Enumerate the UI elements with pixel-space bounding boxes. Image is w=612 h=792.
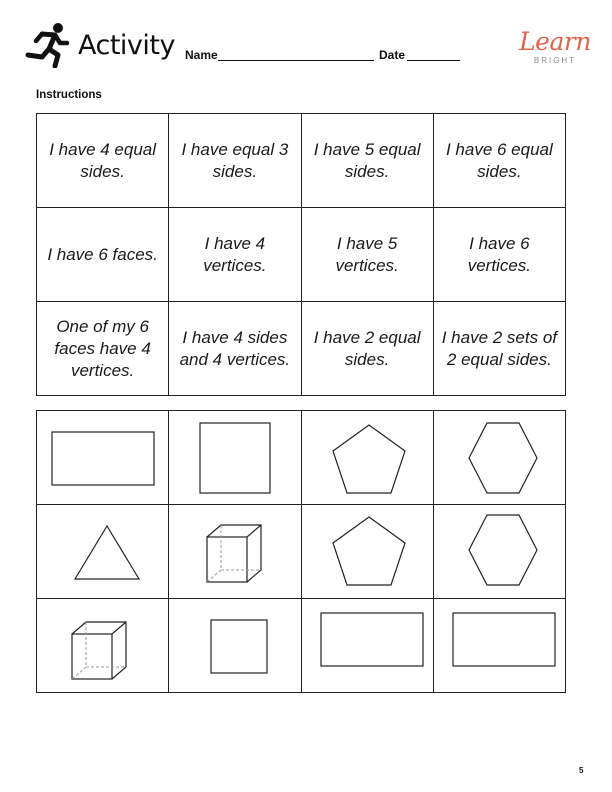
table-row	[37, 599, 566, 693]
clue-card-grid	[36, 113, 566, 396]
hexagon-shape	[439, 418, 559, 498]
shape-card	[169, 599, 301, 693]
page-number: 5	[579, 766, 584, 775]
rectangle-shape	[439, 606, 559, 686]
shape-card	[301, 505, 433, 599]
clue-card: I have 6 faces.	[37, 208, 169, 302]
pentagon-shape	[307, 512, 427, 592]
clue-card: I have 5 equal sides.	[301, 114, 433, 208]
logo-word: Learn	[519, 27, 591, 56]
shape-card	[37, 599, 169, 693]
table-row	[37, 302, 566, 396]
table-row	[37, 411, 566, 505]
square-shape	[175, 606, 295, 686]
table-row	[37, 505, 566, 599]
hexagon-shape	[439, 512, 559, 592]
shape-card	[169, 505, 301, 599]
shape-card	[37, 411, 169, 505]
clue-card: I have 4 equal sides.	[37, 114, 169, 208]
table-row	[37, 114, 566, 208]
page-title: Activity	[78, 30, 175, 61]
triangle-shape	[43, 512, 163, 592]
page-header	[0, 0, 612, 80]
instructions-heading: Instructions	[36, 89, 102, 101]
cube-shape	[175, 512, 295, 592]
square-shape	[175, 418, 295, 498]
shape-card	[433, 599, 565, 693]
shape-card	[433, 505, 565, 599]
clue-card: I have 6 equal sides.	[433, 114, 565, 208]
name-label: Name	[185, 48, 218, 62]
clue-card: I have 2 sets of 2 equal sides.	[433, 302, 565, 396]
date-label: Date	[379, 48, 406, 62]
shape-card-grid	[36, 410, 566, 693]
logo-subtitle: BRIGHT	[533, 56, 577, 65]
shape-card	[433, 411, 565, 505]
name-field[interactable]	[218, 60, 374, 61]
shape-card	[301, 411, 433, 505]
clue-card: I have 5 vertices.	[301, 208, 433, 302]
clue-card: I have equal 3 sides.	[169, 114, 301, 208]
clue-card: I have 2 equal sides.	[301, 302, 433, 396]
clue-card: I have 4 vertices.	[169, 208, 301, 302]
clue-card: I have 4 sides and 4 vertices.	[169, 302, 301, 396]
running-person-icon	[22, 22, 70, 68]
rectangle-shape	[43, 418, 163, 498]
pentagon-shape	[307, 418, 427, 498]
rectangle-shape	[307, 606, 427, 686]
clue-card: I have 6 vertices.	[433, 208, 565, 302]
cube-shape	[43, 606, 163, 686]
date-field[interactable]	[407, 60, 460, 61]
shape-card	[37, 505, 169, 599]
clue-card: One of my 6 faces have 4 vertices.	[37, 302, 169, 396]
learn-bright-logo	[517, 28, 593, 70]
table-row	[37, 208, 566, 302]
shape-card	[301, 599, 433, 693]
shape-card	[169, 411, 301, 505]
